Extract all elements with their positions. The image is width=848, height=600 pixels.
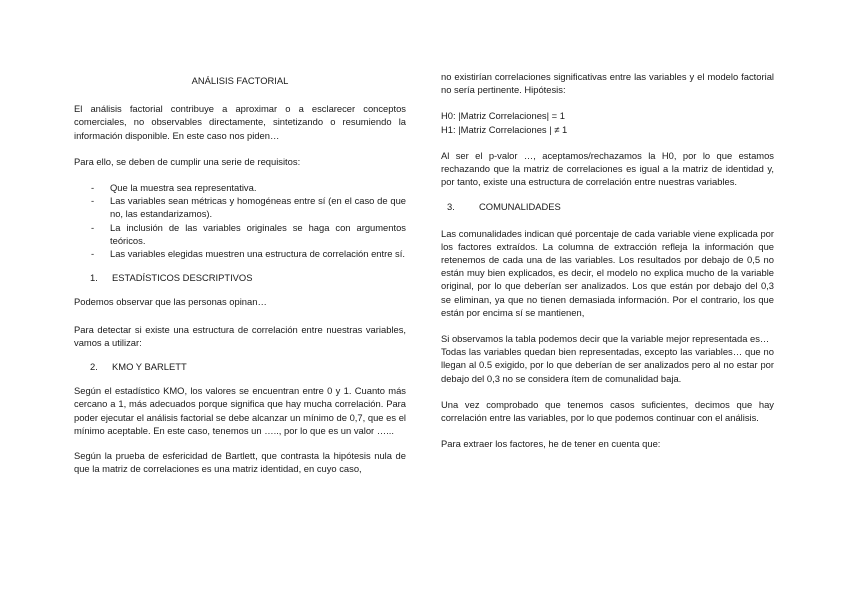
s2-paragraph-1: Según el estadístico KMO, los valores se encuentran entre 0 y 1. Cuanto más cercano a 1, más adecuados porque significa que hay mucha correlación. Para poder ejecutar el análisis factorial se debe alcanzar un mínimo de 0,7, que es el mínimo aceptable. En este caso, tenemos un ….., por lo que es un valor …... [74,385,406,436]
pvalue-paragraph: Al ser el p-valor …, aceptamos/rechazamos la H0, por lo que estamos rechazando que la matriz de correlaciones es igual a la matriz de identidad y, por tanto, existe una estructura de correlación entre nuestras variables. [441,149,774,188]
right-column [441,70,774,450]
list-item: - La inclusión de las variables originales se haga con argumentos teóricos. [91,221,406,246]
s3-paragraph-3: Todas las variables quedan bien representadas, excepto las variables… que no llegan al 0.5 exigido, por lo que deberían de ser analizados pero al no estar por debajo del 0,3 no se considera ítem de comunalidad baja. [441,346,774,384]
requirements-list [74,181,406,260]
continued-paragraph: no existirían correlaciones significativas entre las variables y el modelo factorial no sería pertinente. Hipótesis: [441,71,774,96]
s3-paragraph-2: Si observamos la tabla podemos decir que la variable mejor representada es… [441,333,770,345]
left-column [74,70,406,475]
section-heading-kmo: 2. KMO Y BARLETT [90,361,187,373]
section-heading-descriptivos: 1. ESTADÍSTICOS DESCRIPTIVOS [90,272,253,284]
s3-paragraph-5: Para extraer los factores, he de tener en cuenta que: [441,438,661,450]
list-item: - Las variables elegidas muestren una estructura de correlación entre sí. [91,248,405,260]
s2-paragraph-2: Según la prueba de esfericidad de Bartlett, que contrasta la hipótesis nula de que la matriz de correlaciones es una matriz identidad, en cuyo caso, [74,450,406,475]
section-heading-comunalidades: 3. COMUNALIDADES [447,201,561,213]
intro-paragraph: El análisis factorial contribuye a aproximar o a esclarecer conceptos comerciales, no observables directamente, sintetizando o resumiendo la información disponible. En este caso nos piden… [74,103,406,141]
hypothesis-h1: H1: |Matriz Correlaciones | ≠ 1 [441,123,568,135]
s3-paragraph-4: Una vez comprobado que tenemos casos suficientes, decimos que hay correlación entre las variables, por lo que podemos continuar con el análisis. [441,398,774,424]
list-item: - Las variables sean métricas y homogéneas entre sí (en el caso de que no, las estandarizamos). [91,195,406,220]
requirements-intro: Para ello, se deben de cumplir una serie de requisitos: [74,155,301,167]
s3-paragraph-1: Las comunalidades indican qué porcentaje de cada variable viene explicada por los factores extraídos. La columna de extracción refleja la información que retenemos de cada una de las variables. Los resultados por debajo de 0,5 no están muy bien explicados, es decir, el modelo no explica mucho de la variable original, por lo que deberían ser analizados. Los que están por debajo del 0,3 se eliminan, ya que no tienen demasiada información. Por el contrario, los que están por encima sí se mantienen, [441,227,774,318]
hypothesis-h0: H0: |Matriz Correlaciones| = 1 [441,110,565,122]
s1-paragraph-2: Para detectar si existe una estructura de correlación entre nuestras variables, vamos a utilizar: [74,323,406,348]
s1-paragraph-1: Podemos observar que las personas opinan… [74,296,267,308]
list-item: - Que la muestra sea representativa. [91,182,257,194]
document-title: ANÁLISIS FACTORIAL [191,75,289,86]
